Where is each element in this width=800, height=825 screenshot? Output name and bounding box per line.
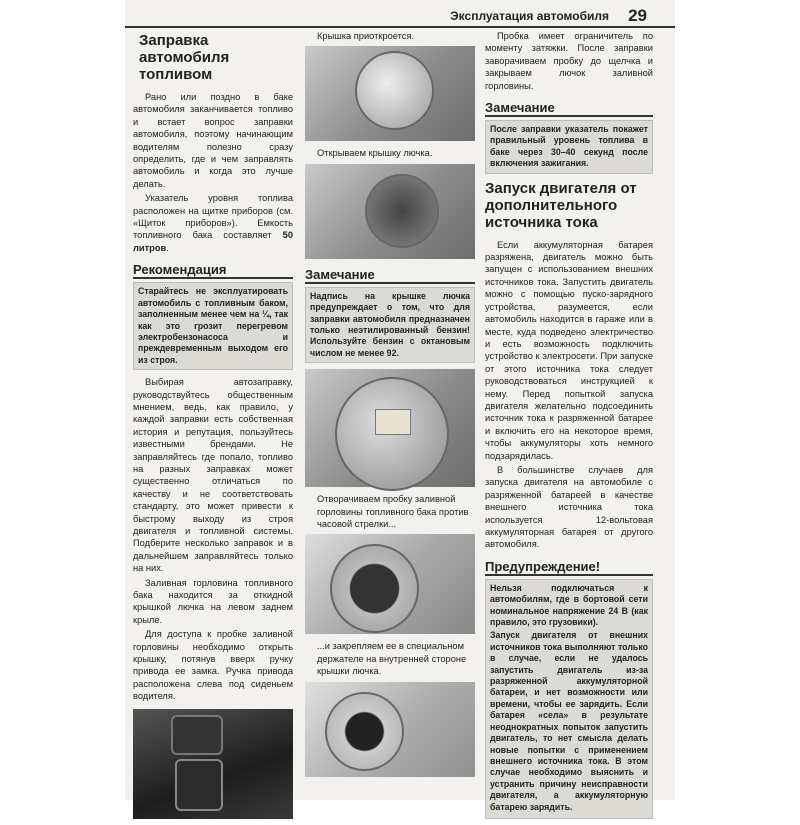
warning-box [485, 579, 653, 819]
section-title: Эксплуатация автомобиля [450, 9, 609, 23]
note-box: Надпись на крышке лючка предупреждает о том, что для заправки автомобиля предназначен только неэтилированный бензин! Используйте бензин с октановым числом не менее 92. [305, 287, 475, 363]
column-right [485, 30, 653, 825]
note-box: После заправки указатель покажет правильный уровень топлива в баке через 30–40 секунд после включения зажигания. [485, 120, 653, 174]
heading-note: Замечание [305, 267, 475, 284]
heading-note: Замечание [485, 100, 653, 117]
heading-jump-start: Запуск двигателя от дополнительного источника тока [485, 179, 637, 231]
heading-recommendation: Рекомендация [133, 262, 293, 279]
page-number: 29 [628, 6, 647, 25]
book-page [125, 0, 675, 812]
recommendation-box: Старайтесь не эксплуатировать автомобиль с топливным баком, заполненным менее чем на ¼, так как это грозит перегревом электробензонасоса и преждевременным выходом его из строя. [133, 282, 293, 370]
page-header [125, 6, 675, 28]
paragraph: В большинстве случаев для запуска двигателя на автомобиле с разряженной батареей в качестве внешнего источника тока используется 12-вольтовая аккумуляторная батарея от другого автомобиля. [485, 464, 653, 550]
photo-cap-ajar [305, 46, 475, 141]
photo-release-handle [133, 709, 293, 819]
paragraph: Для доступа к пробке заливной горловины необходимо открыть крышку, потянув вверх ручку привода ее замка. Ручка привода расположена слева под сиденьем водителя. [133, 629, 293, 702]
photo-cap-holder [305, 682, 475, 777]
heading-warning: Предупреждение! [485, 559, 653, 576]
paragraph: Пробка имеет ограничитель по моменту затяжки. После заправки заворачиваем пробку до щелчка и закрываем лючок заливной горловины. [485, 31, 653, 91]
photo-unscrew-cap [305, 534, 475, 634]
heading-refueling: Заправка автомобиля топливом [139, 32, 230, 83]
column-middle [305, 30, 475, 783]
paragraph: Рано или поздно в баке автомобиля заканчивается топливо и встает вопрос заправки автомобиля, поэтому начинающим водителям полезно сразу определить, где и чем заправлять автомобиль и когда это лучше делать. [133, 92, 293, 189]
photo-fuel-label [305, 369, 475, 487]
warning-text: Нельзя подключаться к автомобилям, где в бортовой сети номинальное напряжение 24 В (как правило, это грузовики). [490, 582, 648, 628]
photo-caption: Крышка приоткроется. [317, 31, 415, 41]
column-left [133, 30, 293, 825]
paragraph: Если аккумуляторная батарея разряжена, двигатель можно быть запущен с использованием внешних источников тока. Запустить двигатель можно с помощью пуско-зарядного устройства, разумеется, если автомобиль находится в гараже или в месте, куда подведено электричество и есть возможность подключить устройство к электросети. При запуске от этого источника тока следует руководствоваться инструкцией к нему. Перед попыткой запуска двигателя желательно подсоединить источник тока к разряженной батарее и включить его на некоторое время, чтобы аккумуляторы хоть немного подзарядилась. [485, 239, 653, 461]
paragraph-tank-capacity: Указатель уровня топлива расположен на щитке приборов (см. «Щиток приборов»). Емкость топливного бака составляет 50 литров. [133, 193, 293, 253]
photo-caption: Отворачиваем пробку заливной горловины топливного бака против часовой стрелки... [317, 494, 469, 530]
paragraph: Выбирая автозаправку, руководствуйтесь общественным мнением, ведь, как правило, у каждой заправки есть собственная история и репутация, пользуйтесь известными брендами. Не заправляйтесь где попало, топливо на разных заправках может существенно отличаться по качеству и не соответствовать стандарту, это может привести к быстрому выходу из строя двигателя и топливной системы. Подберите несколько заправок и в дальнейшем заправляйтесь только на них. [133, 377, 293, 574]
photo-caption: ...и закрепляем ее в специальном держателе на внутренней стороне крышки лючка. [317, 641, 467, 677]
tank-capacity-value: 50 литров [133, 230, 293, 253]
photo-caption: Открываем крышку лючка. [317, 148, 433, 159]
warning-text: Запуск двигателя от внешних источников тока выполняют только в случае, если не удалось запустить двигатель из-за разряженной аккумуляторной батареи, и нет возможности или времени, чтобы ее зарядить. Если батарея «села» в результате неоднократных попыток запустить двигатель, то нет смысла делать новые попытки с применением внешнего источника тока. В этом случае необходимо выяснить и устранить причину неисправности двигателя, а аккумуляторную батарею зарядить. [490, 630, 648, 812]
paragraph: Заливная горловина топливного бака находится за откидной крышкой лючка на левом заднем крыле. [133, 577, 293, 625]
photo-cap-open [305, 164, 475, 259]
